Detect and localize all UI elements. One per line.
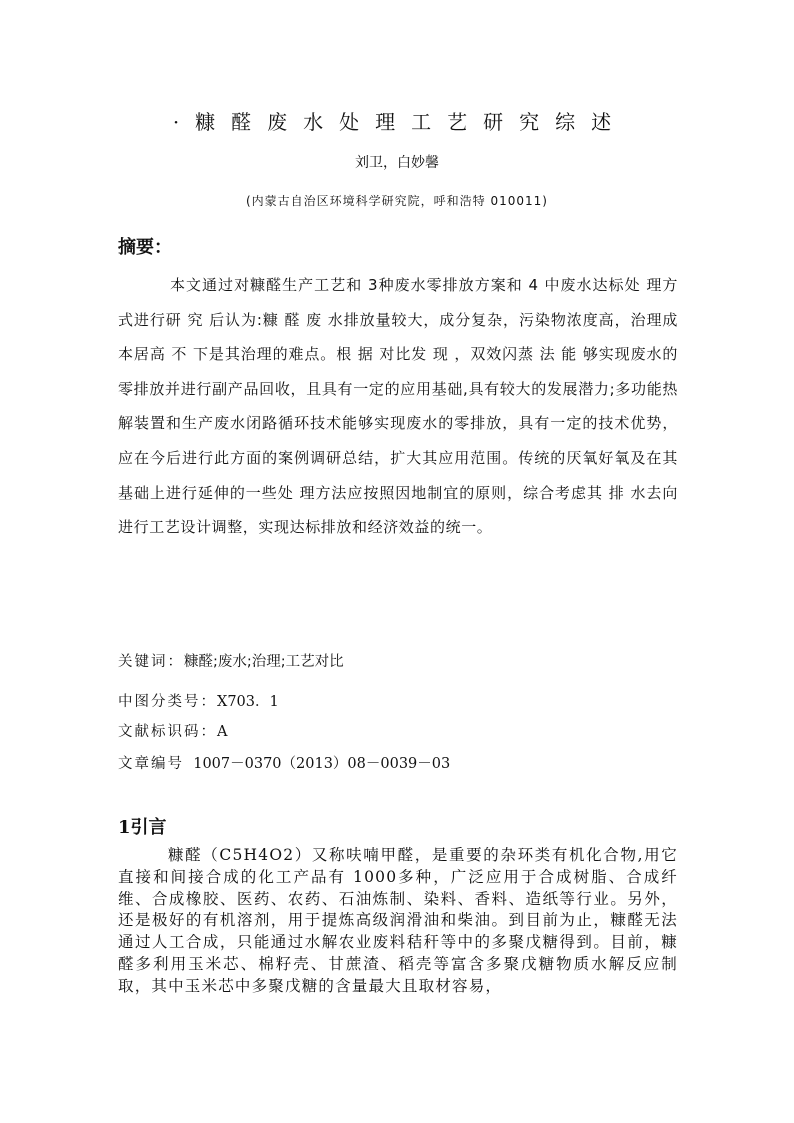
author-list: 刘卫，白妙馨 xyxy=(355,155,439,171)
document-code-label: 文献标识码： xyxy=(118,724,217,740)
keywords-label: 关键词： xyxy=(118,654,184,670)
abstract-text: 本文通过对糠醛生产工艺和 3种废水零排放方案和 4 中废水达标处 理方式进行研 究 后认为:糠 醛 废 水排放量较大，成分复杂，污染物浓度高，治理成本居高 不 下是其治理的难点。根 据 对比发 现 ，双效闪蒸 法 能 够实现废水的零排放并进行副产品回收，且具有一定的应用基础,具有较大的发展潜力;多功能热解装置和生产废水闭路循环技术能够实现废水的零排放，具有一定的技术优势，应在今后进行此方面的案例调研总结，扩大其应用范围。传统的厌氧好氧及在其基础上进行延伸的一些处 理方法应按照因地制宜的原则，综合考虑其 排 水去向进行工艺设计调整，实现达标排放和经济效益的统一。 xyxy=(118,276,678,537)
abstract-heading: 摘要： xyxy=(118,237,172,258)
section-heading-introduction: 1引言 xyxy=(118,817,167,838)
keywords-value: 糠醛;废水;治理;工艺对比 xyxy=(184,654,344,670)
article-number-label: 文章编号 xyxy=(118,756,184,772)
clc-number-value: X703．1 xyxy=(217,694,279,710)
document-code-value: A xyxy=(217,724,228,740)
keywords-line xyxy=(118,650,344,671)
clc-number-line xyxy=(118,690,279,711)
article-number-value: 1007－0370（2013）08－0039－03 xyxy=(193,756,451,772)
author-affiliation: (内蒙古自治区环境科学研究院，呼和浩特 010011) xyxy=(246,194,548,208)
article-number-line xyxy=(118,752,450,773)
clc-number-label: 中图分类号： xyxy=(118,694,217,710)
introduction-text: 糠醛（C5H4O2）又称呋喃甲醛，是重要的杂环类有机化合物,用它直接和间接合成的化工产品有 1000多种，广泛应用于合成树脂、合成纤维、合成橡胶、医药、农药、石油炼制、染料、香料、造纸等行业。另外，还是极好的有机溶剂，用于提炼高级润滑油和柴油。到目前为止，糠醛无法通过人工合成，只能通过水解农业废料秸秆等中的多聚戊糖得到。目前，糠醛多利用玉米芯、棉籽壳、甘蔗渣、稻壳等富含多聚戊糖物质水解反应制取，其中玉米芯中多聚戊糖的含量最大且取材容易， xyxy=(118,846,678,995)
paper-title: ·糠醛废水处理工艺研究综述 xyxy=(172,110,628,134)
document-code-line xyxy=(118,720,227,741)
